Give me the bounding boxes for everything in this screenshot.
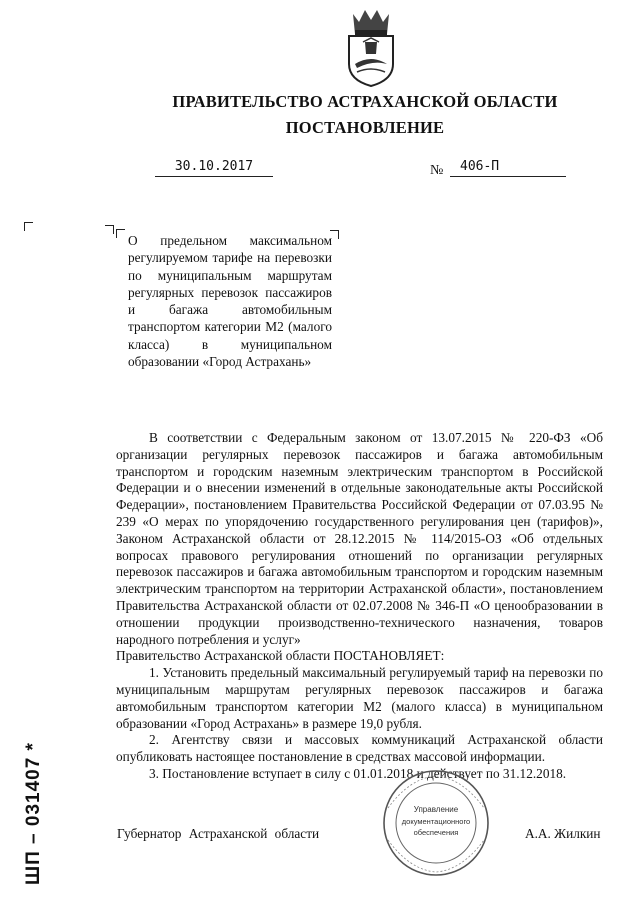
preamble-paragraph: В соответствии с Федеральным законом от 13.07.2015 № 220-ФЗ «Об организации регулярных перевозок пассажиров и багажа автомобильным транспортом и городским наземным электрическим транспортом в Российской Федерации и о внесении изменений в отдельные законодательные акты Российской Федерации», постановлением Правительства Российской Федерации от 07.03.95 № 239 «О мерах по упорядочению государственного регулирования цен (тарифов)», Законом Астраханской области от 28.12.2015 № 114/2015-ОЗ «Об отдельных вопросах правового регулирования отношений по организации регулярных перевозок пассажиров и багажа автомобильным транспортом и городским наземным электрическим транспортом на территории Астраханской области», постановлением Правительства Астраханской области от 02.07.2008 № 346-П «О ценообразовании в отношении продукции производственно-технического назначения, товаров народного потребления и услуг» xyxy=(116,430,603,647)
document-number: 406-П xyxy=(450,159,566,177)
item-2-paragraph: 2. Агентству связи и массовых коммуникаций Астраханской области опубликовать настоящее постановление в средствах массовой информации. xyxy=(116,732,603,765)
document-date: 30.10.2017 xyxy=(155,159,273,177)
item-3-paragraph: 3. Постановление вступает в силу с 01.01.2018 и действует по 31.12.2018. xyxy=(149,765,567,781)
number-label: № xyxy=(430,163,444,178)
document-body xyxy=(116,430,603,783)
corner-mark-subject-left xyxy=(105,225,114,234)
office-stamp xyxy=(370,768,502,878)
org-title: ПРАВИТЕЛЬСТВО АСТРАХАНСКОЙ ОБЛАСТИ xyxy=(172,92,558,111)
item-1-paragraph: 1. Установить предельный максимальный регулируемый тариф на перевозки по муниципальным маршрутам регулярных перевозок пассажиров и багажа автомобильным транспортом категории М2 (малого класса) в муниципальном образовании «Город Астрахань» в размере 19,0 рубля. xyxy=(116,665,603,731)
signer-name: А.А. Жилкин xyxy=(525,826,601,841)
stamp-line-1: Управление xyxy=(413,805,459,814)
coat-of-arms-emblem xyxy=(343,6,399,88)
document-subject: О предельном максимальном регулируемом тарифе на перевозки по муниципальным маршрутам регулярных перевозок пассажиров и багажа автомобильным транспортом категории М2 (малого класса) в муниципальном образовании «Город Астрахань» xyxy=(128,233,332,370)
stamp-line-2: документационного xyxy=(401,817,471,826)
side-serial-text: ШП – 031407 * xyxy=(23,742,44,885)
stamp-line-3: обеспечения xyxy=(413,828,459,837)
side-serial-mark xyxy=(8,690,44,890)
document-type: ПОСТАНОВЛЕНИЕ xyxy=(285,118,445,137)
resolves-paragraph: Правительство Астраханской области ПОСТАНОВЛЯЕТ: xyxy=(116,648,445,664)
signer-position: Губернатор Астраханской области xyxy=(117,826,320,841)
corner-mark-subject-left2 xyxy=(116,229,125,238)
corner-mark-left xyxy=(24,222,33,231)
